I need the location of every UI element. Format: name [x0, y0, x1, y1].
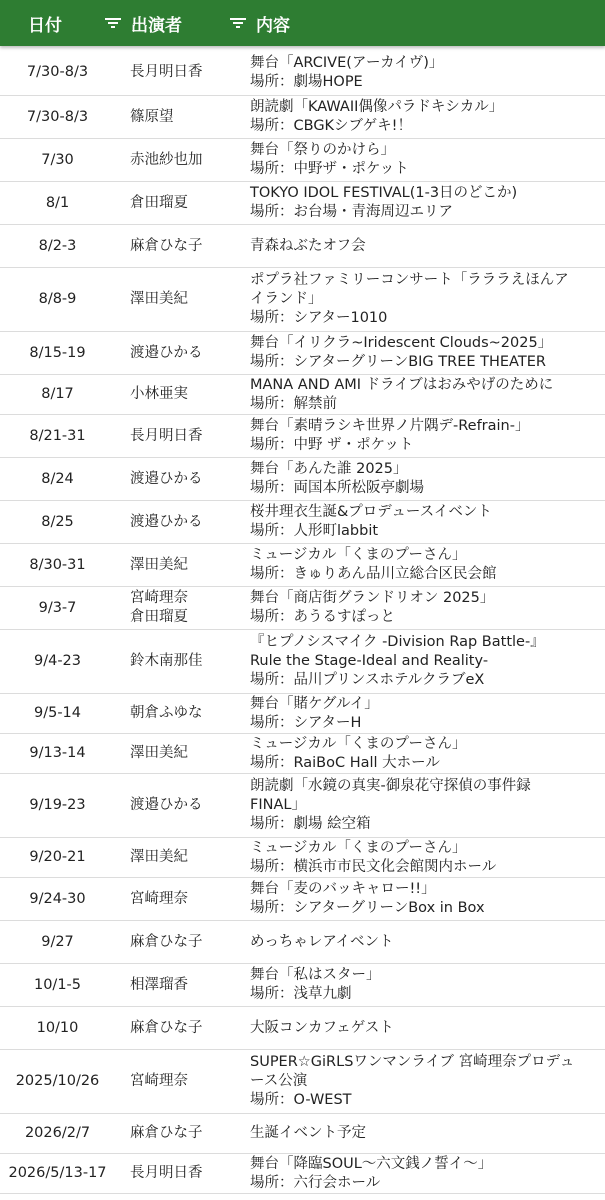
content-line: 場所：シアターH — [250, 714, 362, 731]
content-line: 場所：両国本所松阪亭劇場 — [250, 480, 424, 496]
cell-content — [246, 415, 605, 457]
content-line: 場所：シアターグリーンBox in Box — [250, 900, 485, 916]
filter-icon[interactable] — [230, 17, 246, 29]
cell-date: 8/21-31 — [29, 427, 86, 444]
table-row[interactable] — [0, 774, 605, 838]
table-row[interactable] — [0, 587, 605, 630]
cell-cast — [115, 458, 246, 500]
cell-content — [246, 964, 605, 1006]
content-line: 場所：中野 ザ・ポケット — [250, 437, 414, 453]
cell-cast — [115, 630, 246, 693]
content-line: 『ヒプノシスマイク -Division Rap Battle-』 — [250, 634, 545, 650]
cell-date: 8/1 — [45, 194, 70, 211]
cell-content — [246, 1050, 605, 1113]
content-line: 青森ねぶたオフ会 — [250, 237, 366, 254]
content-line: 場所：人形町labbit — [250, 523, 379, 539]
cast-name: 相澤瑠香 — [130, 976, 188, 993]
cell-date: 7/30-8/3 — [26, 108, 89, 125]
cell-cast — [115, 225, 246, 267]
cell-cast — [115, 1007, 246, 1049]
cell-cast — [115, 774, 246, 837]
cell-content — [246, 501, 605, 543]
cast-name: 長月明日香 — [130, 64, 203, 80]
content-line: SUPER☆GiRLSワンマンライブ 宮崎理奈プロデュ — [250, 1054, 575, 1070]
content-line: 舞台「私はスター」 — [250, 967, 381, 983]
content-line: 舞台「素晴ラシキ世界ノ片隅デ-Refrain-」 — [250, 418, 530, 434]
cell-content — [246, 139, 605, 181]
cell-date: 10/1-5 — [33, 976, 82, 993]
table-row[interactable] — [0, 182, 605, 225]
cell-content — [246, 1154, 605, 1193]
cell-content — [246, 544, 605, 586]
cell-date: 9/13-14 — [29, 745, 86, 761]
cell-cast — [115, 878, 246, 920]
cell-content — [246, 225, 605, 267]
cell-cast — [115, 921, 246, 963]
content-line: 桜井理衣生誕&プロデュースイベント — [250, 504, 492, 520]
table-row[interactable] — [0, 139, 605, 182]
filter-icon[interactable] — [105, 17, 121, 29]
cast-name: 渡邉ひかる — [130, 344, 203, 361]
content-line: ミュージカル「くまのプーさん」 — [250, 547, 467, 563]
table-row[interactable] — [0, 544, 605, 587]
cell-cast — [115, 734, 246, 773]
content-line: 場所：CBGKシブゲキ!！ — [250, 118, 412, 134]
cell-content — [246, 96, 605, 138]
cell-date: 8/25 — [41, 513, 74, 530]
cast-name: 渡邉ひかる — [130, 797, 203, 813]
content-line: 場所：シアター1010 — [250, 310, 388, 326]
cast-name: 麻倉ひな子 — [130, 1125, 203, 1141]
cast-name: 澤田美紀 — [130, 745, 188, 761]
content-line: 舞台「商店街グランドリオン 2025」 — [250, 590, 495, 606]
cast-name: 倉田瑠夏 — [130, 194, 188, 211]
cell-date: 2025/10/26 — [15, 1073, 100, 1089]
cell-date: 9/24-30 — [29, 890, 86, 907]
cell-date: 9/20-21 — [29, 849, 86, 865]
cell-date: 8/8-9 — [38, 291, 77, 307]
header-date-label: 日付 — [28, 15, 62, 36]
cell-cast — [115, 587, 246, 629]
cell-cast — [115, 838, 246, 877]
content-line: 場所：解禁前 — [250, 395, 337, 412]
cell-date: 8/30-31 — [29, 556, 86, 573]
table-row[interactable] — [0, 501, 605, 544]
content-line: ミュージカル「くまのプーさん」 — [250, 839, 467, 856]
table-row[interactable] — [0, 878, 605, 921]
table-row[interactable] — [0, 1007, 605, 1050]
cast-name: 渡邉ひかる — [130, 470, 203, 487]
content-line: 場所：RaiBoC Hall 大ホール — [250, 754, 440, 771]
table-header — [0, 0, 605, 46]
cell-content — [246, 1007, 605, 1049]
content-line: MANA AND AMI ドライブはおみやげのために — [250, 376, 554, 393]
cell-date: 8/2-3 — [38, 237, 77, 254]
cell-date: 9/4-23 — [33, 653, 82, 669]
cell-cast — [115, 694, 246, 733]
cell-date: 8/15-19 — [29, 344, 86, 361]
cell-content — [246, 50, 605, 95]
content-line: 舞台「降臨SOUL〜六文銭ノ誓イ〜」 — [250, 1155, 493, 1172]
cast-name: 澤田美紀 — [130, 556, 188, 573]
cell-cast — [115, 50, 246, 95]
table-row[interactable] — [0, 630, 605, 694]
cast-name: 宮崎理奈 — [130, 1073, 188, 1089]
table-row[interactable] — [0, 1154, 605, 1194]
content-line: TOKYO IDOL FESTIVAL(1-3日のどこか) — [250, 185, 518, 201]
table-row[interactable] — [0, 1050, 605, 1114]
table-row[interactable] — [0, 50, 605, 96]
content-line: ース公演 — [250, 1073, 308, 1089]
cell-date: 7/30 — [41, 151, 74, 168]
cast-name: 澤田美紀 — [130, 291, 188, 307]
cell-content — [246, 878, 605, 920]
content-line: 大阪コンカフェゲスト — [250, 1019, 394, 1036]
cast-name: 篠原望 — [130, 108, 174, 125]
cell-content — [246, 458, 605, 500]
content-line: 場所：きゅりあん品川立総合区民会館 — [250, 566, 497, 582]
content-line: ポプラ社ファミリーコンサート「ラララえほんア — [250, 272, 569, 288]
cell-cast — [115, 964, 246, 1006]
cell-content — [246, 268, 605, 331]
cast-name: 麻倉ひな子 — [130, 237, 203, 254]
table-body — [0, 50, 605, 1194]
table-row[interactable] — [0, 734, 605, 774]
cast-name: 麻倉ひな子 — [130, 933, 203, 950]
cell-content — [246, 332, 605, 374]
cast-name: 宮崎理奈 — [130, 590, 188, 606]
content-line: 場所：六行会ホール — [250, 1174, 381, 1191]
content-line: 生誕イベント予定 — [250, 1125, 366, 1141]
content-line: 場所：あうるすぽっと — [250, 609, 395, 625]
table-row[interactable] — [0, 268, 605, 332]
table-row[interactable] — [0, 96, 605, 139]
cell-content — [246, 921, 605, 963]
cell-cast — [115, 182, 246, 224]
content-line: 場所：中野ザ・ポケット — [250, 161, 409, 177]
content-line: 場所：劇場 絵空箱 — [250, 816, 371, 832]
content-line: 舞台「麦のバッキャロー!!」 — [250, 881, 436, 897]
cast-name: 朝倉ふゆな — [130, 705, 203, 721]
header-content-label: 内容 — [256, 15, 290, 36]
content-line: 場所：シアターグリーンBIG TREE THEATER — [250, 354, 546, 370]
table-row[interactable] — [0, 694, 605, 734]
cell-content — [246, 838, 605, 877]
content-line: Rule the Stage-Ideal and Reality- — [250, 653, 489, 669]
cell-date: 9/5-14 — [33, 705, 82, 721]
cast-name: 長月明日香 — [130, 1165, 203, 1181]
cell-cast — [115, 1050, 246, 1113]
content-line: めっちゃレアイベント — [250, 933, 394, 950]
cell-content — [246, 734, 605, 773]
cell-date: 7/30-8/3 — [26, 64, 89, 80]
cast-name: 赤池紗也加 — [130, 151, 203, 168]
content-line: ミュージカル「くまのプーさん」 — [250, 735, 467, 752]
cell-cast — [115, 268, 246, 331]
cell-cast — [115, 375, 246, 414]
cell-content — [246, 1114, 605, 1153]
cell-date: 9/3-7 — [38, 599, 77, 616]
content-line: 場所：横浜市市民文化会館関内ホール — [250, 858, 497, 875]
cell-date: 8/24 — [41, 470, 74, 487]
cast-name: 麻倉ひな子 — [130, 1019, 203, 1036]
cast-name: 倉田瑠夏 — [130, 609, 188, 625]
cell-date: 2026/2/7 — [24, 1125, 91, 1141]
content-line: 舞台「祭りのかけら」 — [250, 142, 395, 158]
content-line: 舞台「あんた誰 2025」 — [250, 461, 408, 477]
content-line: 舞台「ARCIVE(アーカイヴ)」 — [250, 54, 444, 71]
header-content[interactable] — [230, 0, 605, 46]
content-line: FINAL」 — [250, 797, 306, 813]
header-cast-label: 出演者 — [131, 15, 182, 36]
cell-cast — [115, 415, 246, 457]
table-row[interactable] — [0, 225, 605, 268]
content-line: 舞台「イリクラ~Iridescent Clouds~2025」 — [250, 335, 553, 351]
content-line: 朗読劇「KAWAII偶像パラドキシカル」 — [250, 99, 504, 115]
content-line: イランド」 — [250, 291, 323, 307]
cell-cast — [115, 1154, 246, 1193]
cell-date: 10/10 — [36, 1019, 79, 1036]
cell-cast — [115, 1114, 246, 1153]
cast-name: 長月明日香 — [130, 427, 203, 444]
content-line: 場所：浅草九劇 — [250, 986, 352, 1002]
cell-date: 8/17 — [41, 386, 74, 402]
cell-content — [246, 375, 605, 414]
content-line: 場所：O-WEST — [250, 1092, 352, 1108]
table-row[interactable] — [0, 921, 605, 964]
table-row[interactable] — [0, 964, 605, 1007]
cell-date: 9/19-23 — [29, 797, 86, 813]
cell-cast — [115, 332, 246, 374]
table-row[interactable] — [0, 838, 605, 878]
header-date[interactable] — [0, 0, 105, 46]
cell-content — [246, 630, 605, 693]
cell-cast — [115, 139, 246, 181]
cast-name: 澤田美紀 — [130, 849, 188, 865]
table-row[interactable] — [0, 415, 605, 458]
cell-content — [246, 182, 605, 224]
cell-content — [246, 587, 605, 629]
cell-cast — [115, 96, 246, 138]
content-line: 場所：品川プリンスホテルクラブeX — [250, 672, 485, 688]
table-row[interactable] — [0, 332, 605, 375]
cast-name: 渡邉ひかる — [130, 513, 203, 530]
cell-date: 9/27 — [41, 933, 74, 950]
content-line: 朗読劇「水鏡の真実-御泉花守探偵の事件録 — [250, 778, 531, 794]
cell-content — [246, 694, 605, 733]
cast-name: 宮崎理奈 — [130, 890, 188, 907]
content-line: 場所：劇場HOPE — [250, 73, 363, 90]
cell-cast — [115, 501, 246, 543]
content-line: 場所：お台場・青海周辺エリア — [250, 204, 453, 220]
header-cast[interactable] — [105, 0, 230, 46]
cast-name: 鈴木南那佳 — [130, 653, 203, 669]
content-line: 舞台「賭ケグルイ」 — [250, 695, 379, 712]
table-row[interactable] — [0, 1114, 605, 1154]
cell-date: 2026/5/13-17 — [8, 1165, 107, 1181]
table-row[interactable] — [0, 458, 605, 501]
cast-name: 小林亜実 — [130, 386, 188, 402]
table-row[interactable] — [0, 375, 605, 415]
cell-content — [246, 774, 605, 837]
cell-cast — [115, 544, 246, 586]
